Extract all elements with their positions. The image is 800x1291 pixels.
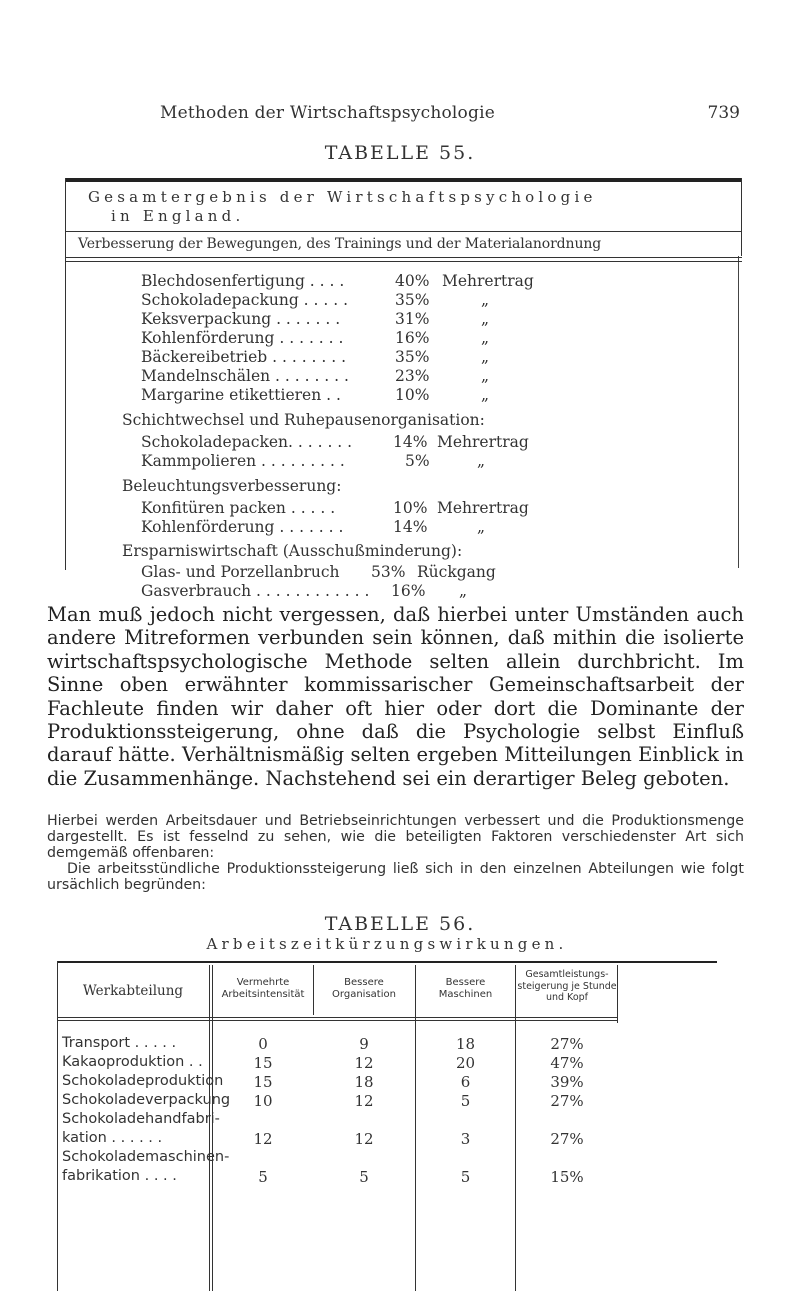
- organisation-cell: 12: [354, 1054, 374, 1072]
- intensity-cell: 10: [253, 1092, 273, 1110]
- row-note: „: [481, 367, 490, 385]
- total-cell: 47%: [550, 1054, 584, 1072]
- header-total-line2: steigerung je Stunde: [517, 980, 617, 992]
- row-value: 16%: [395, 329, 430, 347]
- row-value: 40%: [395, 272, 430, 290]
- table55-group-heading: Ersparniswirtschaft (Ausschußminderung):: [122, 542, 463, 560]
- dept-name-line2: fabrikation . . . .: [62, 1168, 177, 1184]
- total-cell: 15%: [550, 1168, 584, 1186]
- row-value: 14%: [393, 433, 428, 451]
- row-note: „: [481, 310, 490, 328]
- row-label: Kohlenförderung . . . . . . .: [141, 518, 344, 536]
- total-cell: 27%: [550, 1035, 584, 1053]
- intensity-cell: 5: [258, 1168, 268, 1186]
- dept-name: Schokoladeproduktion: [62, 1073, 224, 1089]
- row-value: 14%: [393, 518, 428, 536]
- row-value: 10%: [395, 386, 430, 404]
- table55-divider: [65, 231, 742, 232]
- row-note: „: [459, 582, 468, 600]
- row-label: Kammpolieren . . . . . . . . .: [141, 452, 345, 470]
- row-note: „: [477, 518, 486, 536]
- table55-caption-line1: Gesamtergebnis der Wirtschaftspsychologie: [88, 188, 597, 206]
- organisation-cell: 9: [359, 1035, 369, 1053]
- body-paragraph: Man muß jedoch nicht vergessen, daß hierbei unter Umständen auch andere Mitreformen verbunden sein können, daß mithin die isolierte wirtschaftspsychologische Methode selten allein durchbricht. Im Sinne oben erwähnter kommissarischer Gemeinschaftsarbeit der Fachleute finden wir daher oft hier oder dort die Dominante der Produktionssteigerung, ohne daß die Psychologie selbst Einfluß darauf hätte. Verhältnismäßig selten ergeben Mitteilungen Einblick in die Zusammenhänge. Nachstehend sei ein derartiger Beleg geboten.: [47, 603, 744, 790]
- row-note: Mehrertrag: [437, 499, 529, 517]
- total-cell: 39%: [550, 1073, 584, 1091]
- organisation-cell: 18: [354, 1073, 374, 1091]
- table55-title: TABELLE 55.: [324, 142, 476, 164]
- machines-cell: 5: [460, 1092, 471, 1110]
- header-intensity-line1: Vermehrte: [236, 977, 290, 988]
- table56-col-rule: [515, 965, 516, 1291]
- table56-col-rule: [209, 965, 210, 1291]
- organisation-cell: 12: [354, 1092, 374, 1110]
- row-label: Margarine etikettieren . .: [141, 386, 341, 404]
- table55-left-rule: [65, 178, 66, 570]
- row-label: Keksverpackung . . . . . . .: [141, 310, 341, 328]
- table55-caption: [88, 188, 597, 226]
- header-total-line1: Gesamtleistungs-: [525, 969, 609, 980]
- intensity-cell: 0: [258, 1035, 268, 1053]
- row-value: 10%: [393, 499, 428, 517]
- small-text-1: Hierbei werden Arbeitsdauer und Betriebseinrichtungen verbessert und die Produktionsmenge dargestellt. Es ist fesselnd zu sehen, wie die beteiligten Faktoren verschiedenster Art sich demgemäß offenbaren:: [47, 813, 744, 861]
- row-value: 31%: [395, 310, 430, 328]
- row-value: 35%: [395, 291, 430, 309]
- row-note: Mehrertrag: [442, 272, 534, 290]
- header-machines-line2: Maschinen: [438, 989, 493, 1000]
- row-note: „: [481, 348, 490, 366]
- table55-caption-line2: in England.: [111, 207, 245, 225]
- dept-name: Schokoladehandfabri-: [62, 1111, 220, 1127]
- table55-subcaption: Verbesserung der Bewegungen, des Trainings und der Materialanordnung: [78, 236, 602, 252]
- row-label: Kohlenförderung . . . . . . .: [141, 329, 344, 347]
- table56-subtitle: Arbeitszeitkürzungswirkungen.: [206, 935, 568, 953]
- row-label: Konfitüren packen . . . . .: [141, 499, 336, 517]
- running-title: Methoden der Wirtschaftspsychologie: [160, 103, 495, 123]
- row-note: „: [481, 329, 490, 347]
- header-machines-line1: Bessere: [445, 977, 486, 988]
- row-note: „: [477, 452, 486, 470]
- machines-cell: 6: [460, 1073, 471, 1091]
- header-intensity: [213, 977, 313, 1001]
- table56-col-rule: [415, 965, 416, 1291]
- small-text-2: Die arbeitsstündliche Produktionssteigerung ließ sich in den einzelnen Abteilungen wie folgt ursächlich begründen:: [47, 861, 744, 893]
- row-value: 23%: [395, 367, 430, 385]
- running-header: [160, 103, 740, 133]
- table56-top-rule: [57, 961, 717, 963]
- row-label: Gasverbrauch . . . . . . . . . . . .: [141, 582, 370, 600]
- total-cell: 27%: [550, 1092, 584, 1110]
- dept-name: Schokoladeverpackung: [62, 1092, 231, 1108]
- header-organisation-line2: Organisation: [332, 989, 396, 1000]
- row-note: Mehrertrag: [437, 433, 529, 451]
- row-value: 35%: [395, 348, 430, 366]
- table56-title: TABELLE 56.: [324, 913, 476, 935]
- header-organisation: [314, 977, 414, 1001]
- dept-name-line2: kation . . . . . .: [62, 1130, 163, 1146]
- table56-left-rule: [57, 961, 58, 1291]
- dept-name: Schokolademaschinen-: [62, 1149, 230, 1165]
- header-machines: [416, 977, 515, 1001]
- table55: [65, 178, 742, 600]
- row-value: 5%: [405, 452, 430, 470]
- row-label: Bäckereibetrieb . . . . . . . .: [141, 348, 347, 366]
- machines-cell: 20: [455, 1054, 476, 1072]
- organisation-cell: 5: [359, 1168, 369, 1186]
- table55-right-rule: [741, 178, 742, 256]
- intensity-cell: 15: [253, 1054, 273, 1072]
- dept-name: Transport . . . . .: [62, 1035, 177, 1051]
- total-cell: 27%: [550, 1130, 584, 1148]
- header-intensity-line2: Arbeitsintensität: [221, 989, 305, 1000]
- table55-group-heading: Schichtwechsel und Ruhepausenorganisation:: [122, 411, 485, 429]
- header-organisation-line1: Bessere: [344, 977, 384, 988]
- row-value: 16%: [391, 582, 426, 600]
- row-note: Rückgang: [417, 563, 496, 581]
- table55-right-rule-lower: [738, 256, 739, 568]
- page-number: 739: [707, 103, 740, 123]
- table55-top-rule: [65, 178, 742, 182]
- machines-cell: 5: [460, 1168, 471, 1186]
- dept-name: Kakaoproduktion . .: [62, 1054, 203, 1070]
- table56-header-rule: [57, 1017, 617, 1018]
- machines-cell: 18: [455, 1035, 476, 1053]
- row-label: Schokoladepackung . . . . .: [141, 291, 349, 309]
- header-total-line3: und Kopf: [545, 992, 589, 1003]
- machines-cell: 3: [460, 1130, 471, 1148]
- organisation-cell: 12: [354, 1130, 374, 1148]
- row-label: Glas- und Porzellanbruch: [141, 563, 340, 581]
- row-note: „: [481, 291, 490, 309]
- table56-col-rule: [212, 965, 213, 1291]
- row-label: Mandelnschälen . . . . . . . .: [141, 367, 349, 385]
- intensity-cell: 15: [253, 1073, 273, 1091]
- table55-double-rule: [65, 257, 742, 262]
- row-label: Blechdosenfertigung . . . .: [141, 272, 345, 290]
- table55-group-heading: Beleuchtungsverbesserung:: [122, 477, 342, 495]
- header-dept: Werkabteilung: [82, 983, 184, 999]
- intensity-cell: 12: [253, 1130, 273, 1148]
- header-total: [516, 969, 618, 1004]
- row-label: Schokoladepacken. . . . . . .: [141, 433, 353, 451]
- table56-header-rule: [57, 1020, 617, 1021]
- row-note: „: [481, 386, 490, 404]
- row-value: 53%: [371, 563, 406, 581]
